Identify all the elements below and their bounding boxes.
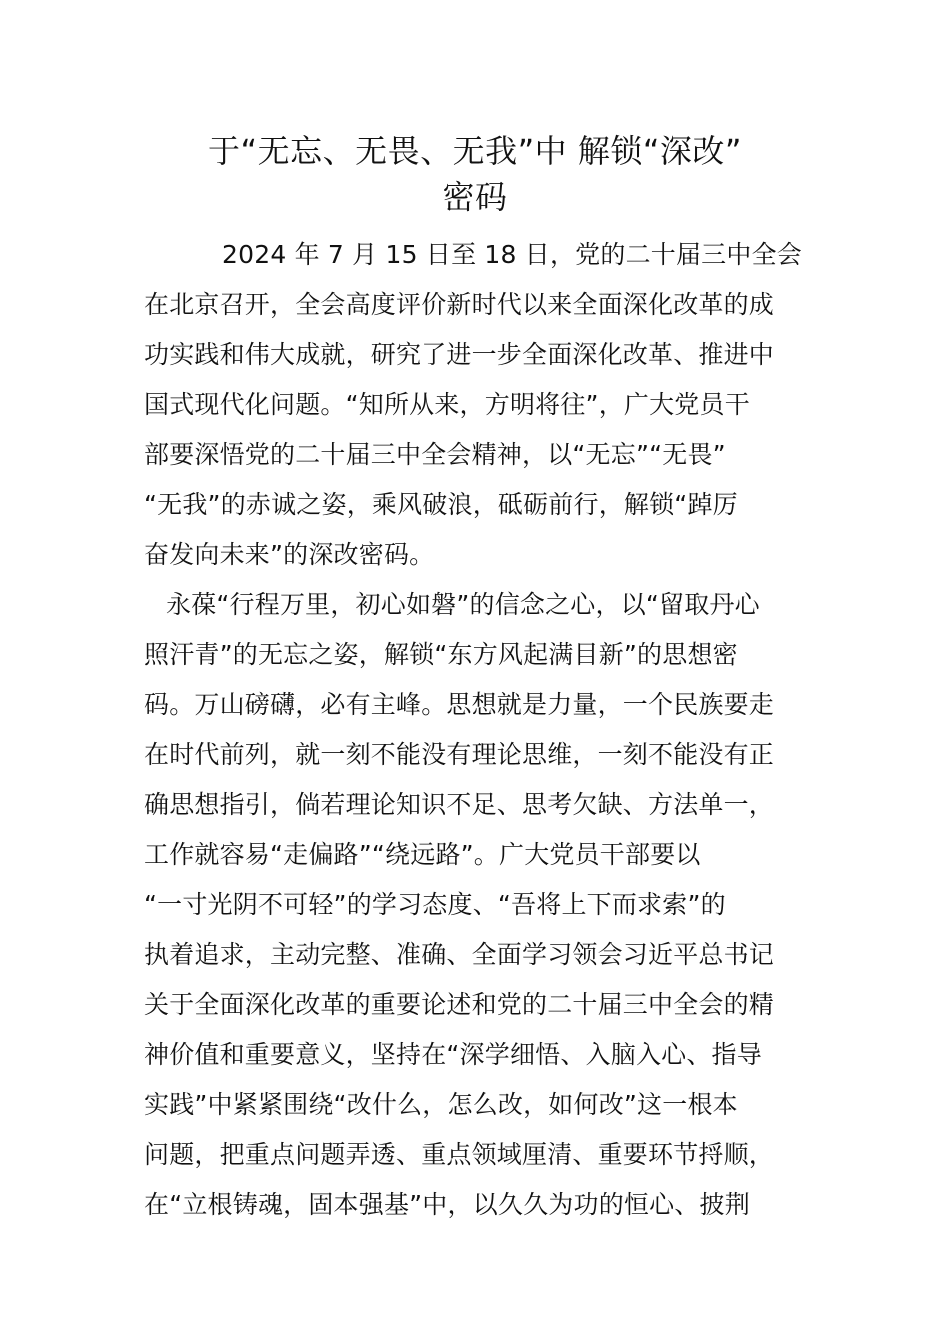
paragraph-line: 执着追求，主动完整、准确、全面学习领会习近平总书记 (144, 940, 775, 969)
paragraph-line: 照汗青”的无忘之姿，解锁“东方风起满目新”的思想密 (144, 640, 738, 669)
document-body (144, 230, 808, 1230)
paragraph-line: 部要深悟党的二十届三中全会精神，以“无忘”“无畏” (144, 440, 726, 469)
paragraph-line: 奋发向未来”的深改密码。 (144, 540, 435, 569)
document-title (144, 128, 806, 220)
paragraph-line: 永葆“行程万里，初心如磐”的信念之心，以“留取丹心 (166, 590, 760, 619)
title-line-2: 密码 (442, 178, 508, 216)
paragraph-line: 在“立根铸魂，固本强基”中，以久久为功的恒心、披荆 (144, 1190, 750, 1219)
paragraph-line: 确思想指引，倘若理论知识不足、思考欠缺、方法单一， (144, 790, 775, 819)
paragraph-line: “一寸光阴不可轻”的学习态度、“吾将上下而求索”的 (144, 890, 726, 919)
paragraph-line: 神价值和重要意义，坚持在“深学细悟、入脑入心、指导 (144, 1040, 762, 1069)
paragraph-line: 2024 年 7 月 15 日至 18 日，党的二十届三中全会 (222, 240, 802, 269)
paragraph-line: 问题，把重点问题弄透、重点领域厘清、重要环节捋顺， (144, 1140, 775, 1169)
paragraph-line: 功实践和伟大成就，研究了进一步全面深化改革、推进中 (144, 340, 775, 369)
title-line-1: 于“无忘、无畏、无我”中 解锁“深改” (208, 132, 742, 170)
paragraph-line: 关于全面深化改革的重要论述和党的二十届三中全会的精 (144, 990, 775, 1019)
paragraph-line: “无我”的赤诚之姿，乘风破浪，砥砺前行，解锁“踔厉 (144, 490, 738, 519)
paragraph-line: 在北京召开，全会高度评价新时代以来全面深化改革的成 (144, 290, 775, 319)
paragraph-line: 国式现代化问题。“知所从来，方明将往”，广大党员干 (144, 390, 750, 419)
paragraph-line: 实践”中紧紧围绕“改什么，怎么改，如何改”这一根本 (144, 1090, 738, 1119)
paragraph-line: 码。万山磅礴，必有主峰。思想就是力量，一个民族要走 (144, 690, 775, 719)
paragraph-line: 工作就容易“走偏路”“绕远路”。广大党员干部要以 (144, 840, 701, 869)
paragraph-line: 在时代前列，就一刻不能没有理论思维，一刻不能没有正 (144, 740, 775, 769)
